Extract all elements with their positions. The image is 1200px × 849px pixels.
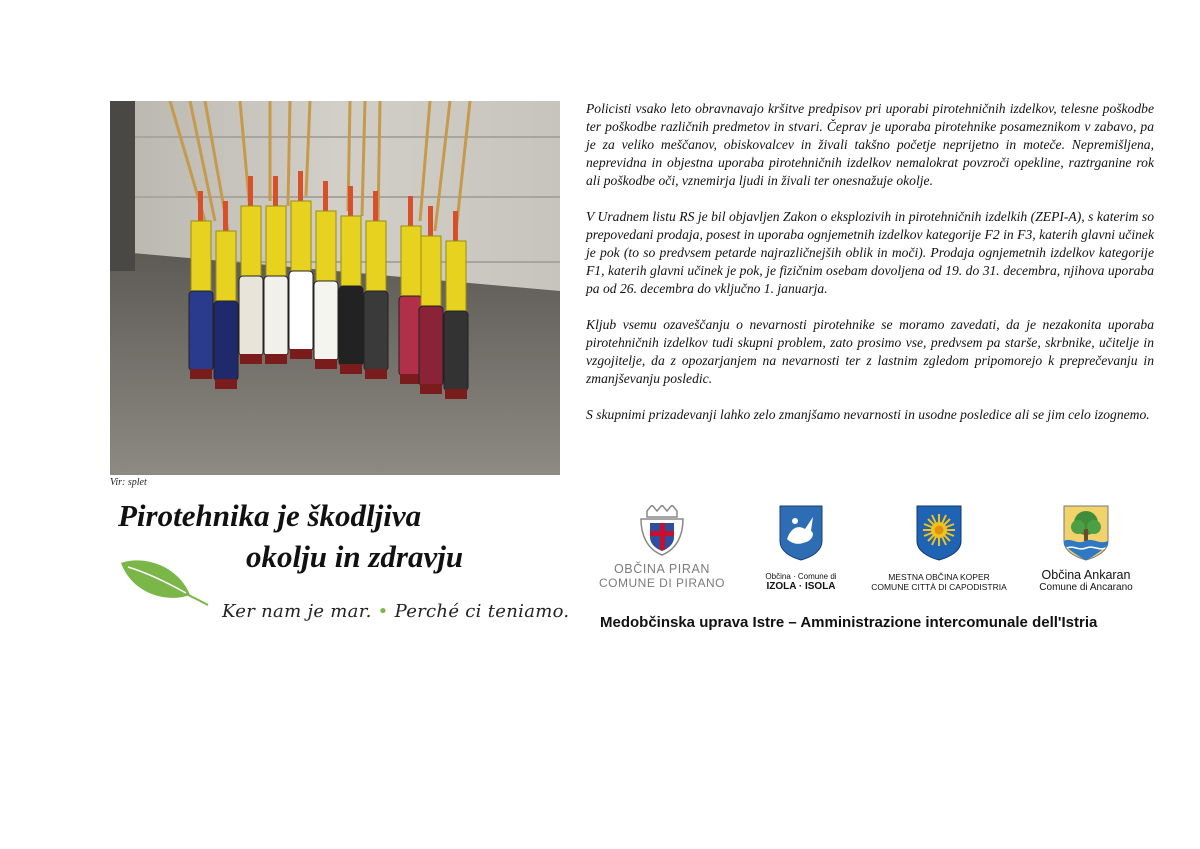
logo-piran-line-1: OBČINA PIRAN: [613, 562, 711, 576]
koper-coat-of-arms-icon: [916, 505, 962, 561]
piran-coat-of-arms-icon: [637, 505, 687, 557]
logo-koper-line-1: MESTNA OBČINA KOPER: [888, 572, 990, 582]
logo-ankaran-line-2: Comune di Ancarano: [1039, 582, 1133, 593]
paragraph: Kljub vsemu ozaveščanju o nevarnosti pirotehnike se moramo zavedati, da je nezakonita uporaba pirotehničnih izdelkov tudi skupni problem, zato prosimo vse, predvsem pa starše, skrbnike, učitelje in vzgojitelje, da z opozarjanjem na nevarnosti ter z lastnim zgledom pripomorejo k preprečevanju in zmanjševanju posledic.: [586, 317, 1154, 386]
article-text: [586, 100, 1154, 442]
logo-koper-line-2: COMUNE CITTÀ DI CAPODISTRIA: [871, 582, 1007, 592]
logo-ankaran: [1026, 505, 1146, 593]
slogan-slovenian: Ker nam je mar.: [222, 601, 372, 622]
logo-izola-line-2: IZOLA · ISOLA: [766, 581, 836, 592]
ankaran-coat-of-arms-icon: [1063, 505, 1109, 561]
logo-koper: [864, 505, 1014, 592]
organization-name: Medobčinska uprava Istre – Amministrazione intercomunale dell'Istria: [600, 614, 1098, 631]
photo-credit: Vir: splet: [110, 477, 147, 488]
municipality-logos: [596, 505, 1146, 597]
page-title-line-1: Pirotehnika je škodljiva: [118, 498, 422, 533]
logo-piran-line-2: COMUNE DI PIRANO: [598, 576, 725, 590]
leaf-icon: [118, 555, 213, 615]
izola-coat-of-arms-icon: [779, 505, 823, 561]
logo-izola: [746, 505, 856, 592]
logo-izola-line-1: Občina · Comune di: [765, 572, 837, 581]
paragraph: V Uradnem listu RS je bil objavljen Zakon o eksplozivih in pirotehničnih izdelkih (ZEPI-A), s katerim so prepovedani prodaja, posest in uporaba ognjemetnih izdelkov kategorije F2 in F3, katerih glavni učinek je pok (to so predvsem petarde najrazličnejših oblik in moči). Prodaja ognjemetnih izdelkov kategorije F1, katerih glavni učinek je pok, je fizičnim osebam dovoljena od 19. do 31. decembra, njihova uporaba pa od 26. decembra do vključno 1. januarja.: [586, 209, 1154, 296]
fireworks-photo: [110, 101, 560, 475]
paragraph: Policisti vsako leto obravnavajo kršitve predpisov pri uporabi pirotehničnih izdelkov, telesne poškodbe ter poškodbe različnih predmetov in stvari. Čeprav je uporaba pirotehnike posameznikom v zabavo, pa je za veliko meščanov, obiskovalcev in živali takšno početje neprijetno in moteče. Nepremišljena, neprevidna in objestna uporaba pirotehničnih izdelkov nemalokrat povzroči opekline, raztrganine rok ali poškodbe oči, vznemirja ljudi in živali ter onesnažuje okolje.: [586, 101, 1154, 188]
logo-ankaran-line-1: Občina Ankaran: [1041, 568, 1131, 582]
slogan-separator: •: [377, 601, 389, 622]
slogan-italian: Perché ci teniamo.: [394, 601, 570, 622]
logo-piran: [596, 505, 728, 590]
slogan: [222, 601, 569, 622]
page-title-line-2: okolju in zdravju: [246, 539, 464, 574]
paragraph: S skupnimi prizadevanji lahko zelo zmanjšamo nevarnosti in usodne posledice ali se jim celo izognemo.: [586, 407, 1150, 422]
